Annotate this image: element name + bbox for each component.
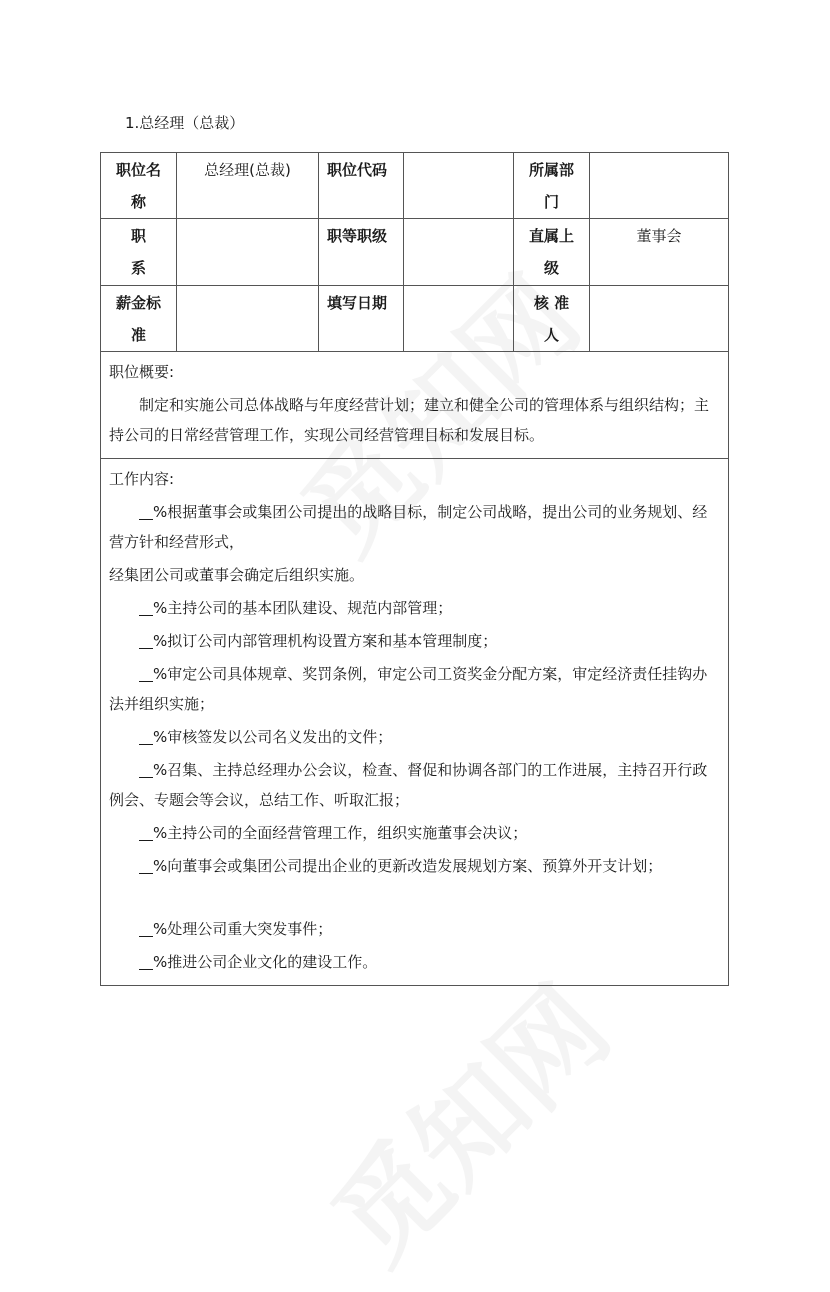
approver-label: 核 准 人 xyxy=(514,286,590,352)
salary-standard-value xyxy=(177,286,319,352)
duties-cell xyxy=(101,459,729,986)
summary-text: 制定和实施公司总体战略与年度经营计划；建立和健全公司的管理体系与组织结构；主持公司的日常经营管理工作，实现公司经营管理目标和发展目标。 xyxy=(109,396,710,444)
summary-heading: 职位概要: xyxy=(109,363,175,381)
direct-supervisor-value: 董事会 xyxy=(590,219,729,286)
salary-standard-label: 薪金标 准 xyxy=(101,286,177,352)
fill-date-value xyxy=(404,286,514,352)
grade-level-label: 职等职级 xyxy=(319,219,404,286)
duty-item: 经集团公司或董事会确定后组织实施。 xyxy=(109,566,365,584)
summary-row xyxy=(101,352,729,459)
summary-cell xyxy=(101,352,729,459)
duty-item: %审定公司具体规章、奖罚条例，审定公司工资奖金分配方案，审定经济责任挂钩办法并组织实施； xyxy=(109,665,708,713)
duty-item: %审核签发以公司名义发出的文件； xyxy=(109,722,718,752)
header-row-1 xyxy=(101,153,729,219)
duty-item: %召集、主持总经理办公会议，检查、督促和协调各部门的工作进展，主持召开行政例会、专题会等会议，总结工作、听取汇报； xyxy=(109,761,708,809)
duty-item: %主持公司的基本团队建设、规范内部管理； xyxy=(109,593,718,623)
duty-item: %推进公司企业文化的建设工作。 xyxy=(109,947,718,977)
grade-level-value xyxy=(404,219,514,286)
page-title: 1.总经理（总裁） xyxy=(125,114,245,132)
duty-item: %向董事会或集团公司提出企业的更新改造发展规划方案、预算外开支计划； xyxy=(109,851,718,881)
duty-item: %拟订公司内部管理机构设置方案和基本管理制度； xyxy=(109,626,718,656)
duty-item: %根据董事会或集团公司提出的战略目标，制定公司战略，提出公司的业务规划、经营方针和经营形式， xyxy=(109,503,708,551)
department-value xyxy=(590,153,729,219)
job-description-table xyxy=(100,152,729,986)
job-family-value xyxy=(177,219,319,286)
position-name-value: 总经理(总裁) xyxy=(177,153,319,219)
header-row-2 xyxy=(101,219,729,286)
department-label: 所属部 门 xyxy=(514,153,590,219)
position-code-value xyxy=(404,153,514,219)
duty-item: %主持公司的全面经营管理工作，组织实施董事会决议； xyxy=(109,818,718,848)
fill-date-label: 填写日期 xyxy=(319,286,404,352)
duties-heading: 工作内容: xyxy=(109,470,175,488)
direct-supervisor-label: 直属上 级 xyxy=(514,219,590,286)
position-code-label: 职位代码 xyxy=(319,153,404,219)
duties-row xyxy=(101,459,729,986)
watermark-bottom xyxy=(292,946,637,1291)
job-family-label: 职 系 xyxy=(101,219,177,286)
approver-value xyxy=(590,286,729,352)
position-name-label: 职位名 称 xyxy=(101,153,177,219)
duty-item: %处理公司重大突发事件； xyxy=(109,914,718,944)
header-row-3 xyxy=(101,286,729,352)
